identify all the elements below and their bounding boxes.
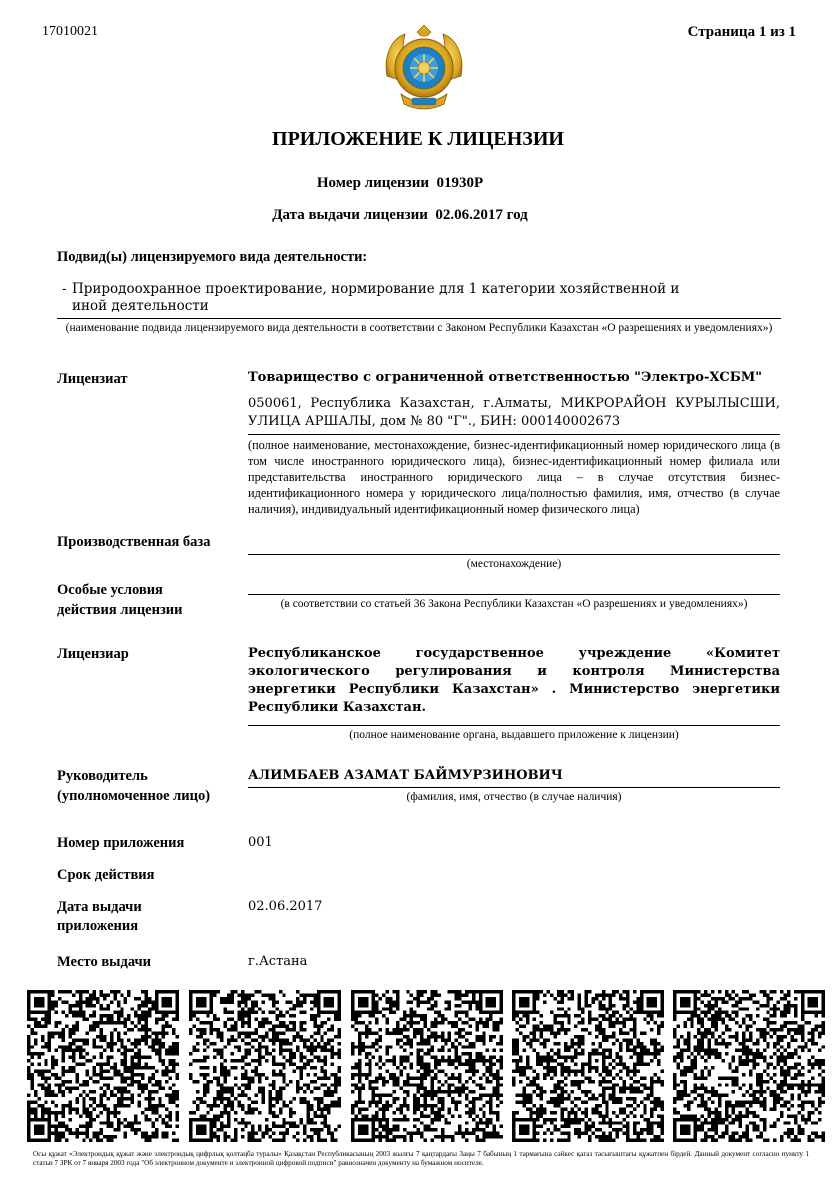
appendix-date-value: 02.06.2017 bbox=[248, 899, 323, 914]
licensee-note: (полное наименование, местонахождение, бизнес-идентификационный номер юридического лица (в том числе иностранного юридического лица), бизнес-идентификационный номер филиала или представительства иностранного юридического лица – в случае отсутствия бизнес-идентификационного номера у юридического лица/полностью фамилия, имя, отчество (в случае наличия), индивидуальный идентификационный номер физического лица) bbox=[248, 438, 780, 516]
qr-code-icon bbox=[512, 990, 664, 1142]
divider bbox=[248, 434, 780, 435]
qr-code-icon bbox=[673, 990, 825, 1142]
licensor-value: Республиканское государственное учреждение «Комитет экологического регулирования и контроля Министерства энергетики Республики Казахстан» . Министерство энергетики Республики Казахстан. bbox=[248, 646, 780, 715]
validity-label: Срок действия bbox=[57, 867, 155, 883]
licensor-label: Лицензиар bbox=[57, 646, 129, 662]
head-note: (фамилия, имя, отчество (в случае наличия) bbox=[406, 791, 622, 803]
qr-code-icon bbox=[27, 990, 179, 1142]
production-base-note: (местонахождение) bbox=[466, 558, 562, 570]
licensee-label: Лицензиат bbox=[57, 371, 128, 387]
subtype-item bbox=[64, 281, 704, 315]
license-number-label: Номер лицензии bbox=[316, 175, 429, 191]
appendix-date-label-line1: Дата выдачи bbox=[57, 899, 142, 915]
qr-code-icon bbox=[189, 990, 341, 1142]
subtypes-heading: Подвид(ы) лицензируемого вида деятельности: bbox=[57, 249, 368, 265]
production-base-label: Производственная база bbox=[57, 534, 211, 550]
licensee-address-line2: УЛИЦА АРШАЛЫ, дом № 80 "Г"., БИН: 000140002673 bbox=[248, 414, 621, 429]
issue-date-value: 02.06.2017 год bbox=[435, 207, 528, 223]
head-label-line1: Руководитель bbox=[57, 768, 148, 784]
licensor-note: (полное наименование органа, выдавшего приложение к лицензии) bbox=[349, 729, 679, 741]
head-value: АЛИМБАЕВ АЗАМАТ БАЙМУРЗИНОВИЧ bbox=[248, 768, 563, 783]
issue-date-label: Дата выдачи лицензии bbox=[272, 207, 428, 223]
special-conditions-label-line1: Особые условия bbox=[57, 582, 163, 598]
divider bbox=[57, 318, 781, 319]
kazakhstan-emblem-icon bbox=[381, 24, 467, 114]
licensee-name: Товарищество с ограниченной ответственностью "Электро-ХСБМ" bbox=[248, 370, 763, 385]
document-id: 17010021 bbox=[42, 24, 98, 39]
appendix-number-label: Номер приложения bbox=[57, 835, 185, 851]
head-label-line2: (уполномоченное лицо) bbox=[57, 788, 211, 804]
subtypes-note: (наименование подвида лицензируемого вида деятельности в соответствии с Законом Республики Казахстан «О разрешениях и уведомлениях») bbox=[65, 322, 773, 334]
list-bullet: - bbox=[62, 281, 67, 297]
special-conditions-label-line2: действия лицензии bbox=[57, 602, 183, 618]
issue-date-line bbox=[0, 207, 800, 224]
divider bbox=[248, 725, 780, 726]
appendix-date-label-line2: приложения bbox=[57, 918, 139, 934]
place-value: г.Астана bbox=[248, 954, 308, 969]
page-title: ПРИЛОЖЕНИЕ К ЛИЦЕНЗИИ bbox=[272, 128, 564, 150]
licensee-address-line1: 050061, Республика Казахстан, г.Алматы, МИКРОРАЙОН КУРЫЛЫСШИ, bbox=[248, 396, 780, 411]
legal-footer: Осы құжат «Электрондық құжат және электрондық цифрлық қолтаңба туралы» Қазақстан Республикасының 2003 жылғы 7 қаңтардағы Заңы 7 бабының 1 тармағына сәйкес қағаз тасығыштағы құжатпен бірдей. Данный документ согласно пункту 1 статьи 7 ЗРК от 7 января 2003 года "Об электронном документе и электронной цифровой подписи" равнозначен документу на бумажном носителе. bbox=[33, 1150, 809, 1167]
qr-code-icon bbox=[351, 990, 503, 1142]
page-indicator: Страница 1 из 1 bbox=[687, 24, 796, 40]
appendix-number-value: 001 bbox=[248, 835, 273, 850]
license-number-value: 01930P bbox=[436, 175, 484, 191]
subtype-item-text: Природоохранное проектирование, нормирование для 1 категории хозяйственной и иной деятельности bbox=[72, 281, 680, 314]
special-conditions-note: (в соответствии со статьей 36 Закона Республики Казахстан «О разрешениях и уведомлениях») bbox=[280, 598, 748, 610]
divider bbox=[248, 554, 780, 555]
license-number-line bbox=[0, 175, 800, 192]
divider bbox=[248, 787, 780, 788]
divider bbox=[248, 594, 780, 595]
place-label: Место выдачи bbox=[57, 954, 152, 970]
